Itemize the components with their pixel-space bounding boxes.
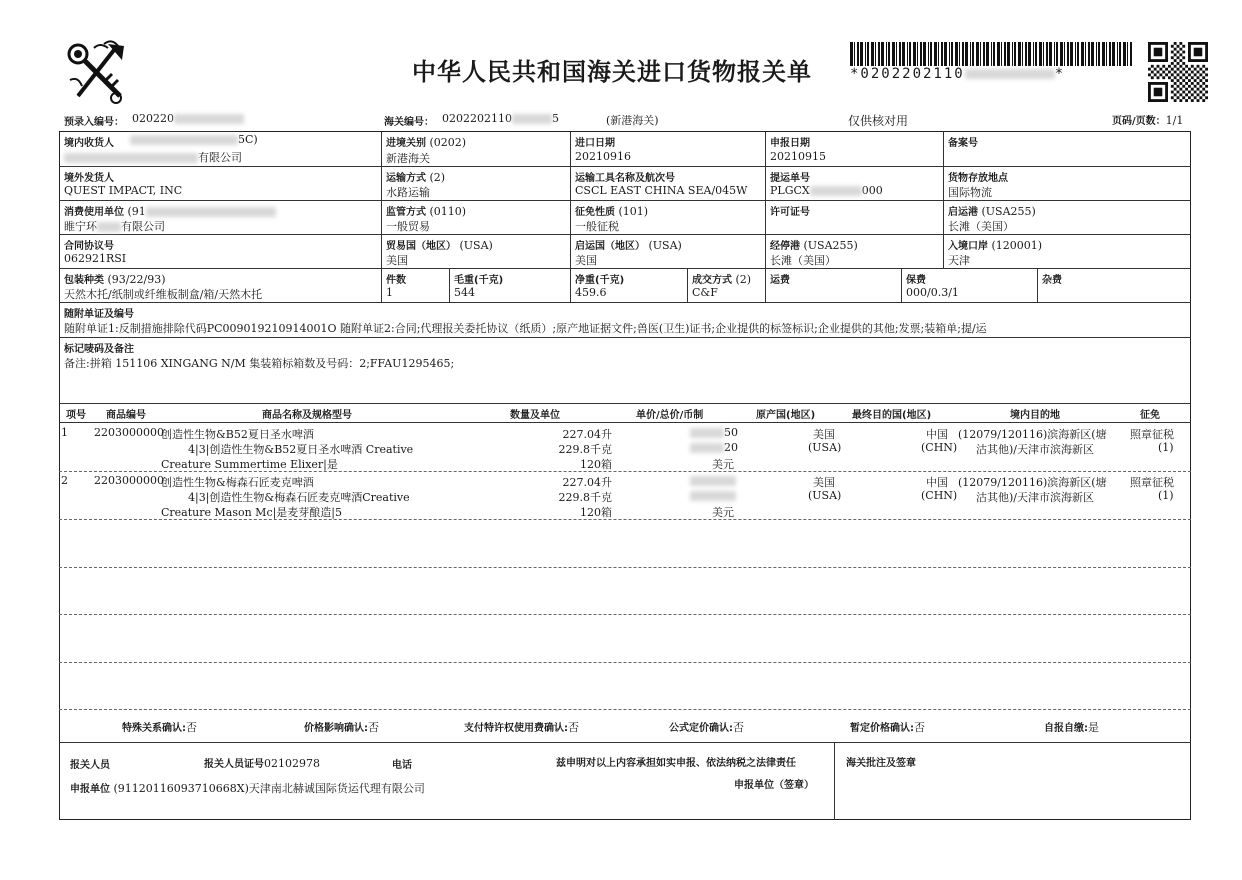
attached-docs: 随附单证1:反制措施排除代码PC009019210914001O 随附单证2:合同;代理报关委托协议（纸质）;原产地证据文件;兽医(卫生)证书;企业提供的标签标识;企业提供的其他;发票;装箱单;提/运: [64, 322, 987, 335]
transit-port-name: 长滩（美国）: [770, 254, 836, 267]
trade-country-name: 美国: [386, 254, 408, 267]
consignee-name: 有限公司: [64, 149, 242, 165]
insurance: 000/0.3/1: [906, 286, 959, 299]
departure-port: 启运港 (USA255): [948, 205, 1036, 218]
item-hs-code: 2203000000: [94, 426, 164, 439]
item-unit-price: 50: [690, 426, 738, 439]
item-domestic-2: 沽其他)/天津市滨海新区: [976, 491, 1094, 504]
gross-weight: 544: [454, 286, 475, 299]
item-name-line1: 创造性生物&B52夏日圣水啤酒: [161, 428, 314, 441]
item-qty-1: 227.04升: [562, 428, 612, 441]
attached-docs-label: 随附单证及编号: [64, 309, 134, 320]
check-only-note: 仅供核对用: [848, 114, 909, 128]
formula-price-confirm: 公式定价确认:否: [669, 721, 744, 734]
page-indicator: 页码/页数：1/1: [1112, 114, 1184, 127]
consumer-unit: 消费使用单位 (91: [64, 203, 276, 218]
special-relation-confirm: 特殊关系确认:否: [122, 721, 197, 734]
item-domestic-1: (12079/120116)滨海新区(塘: [958, 428, 1107, 441]
item-no: 1: [61, 426, 68, 439]
shipper: QUEST IMPACT, INC: [64, 184, 183, 197]
net-weight-label: 净重(千克): [575, 275, 625, 286]
royalty-confirm: 支付特许权使用费确认:否: [464, 721, 579, 734]
item-domestic-2: 沽其他)/天津市滨海新区: [976, 443, 1094, 456]
col-item-no: 项号: [66, 410, 86, 421]
consumer-unit-name: 睢宁环 有限公司: [64, 220, 165, 233]
item-qty-2: 229.8千克: [558, 491, 612, 504]
item-qty-3: 120箱: [580, 506, 612, 519]
preentry-label: 预录入编号：: [64, 117, 124, 128]
record-no-label: 备案号: [948, 138, 978, 149]
item-qty-3: 120箱: [580, 458, 612, 471]
legal-statement: 兹申明对以上内容承担如实申报、依法纳税之法律责任: [556, 758, 796, 769]
item-origin-code: (USA): [808, 489, 842, 502]
bill-of-lading: PLGCX 000: [770, 184, 883, 197]
pieces: 1: [386, 286, 393, 299]
item-no: 2: [61, 474, 68, 487]
customs-seal-label: 海关批注及签章: [846, 758, 916, 769]
package-type-name: 天然木托/纸制或纤维板制盒/箱/天然木托: [64, 288, 263, 301]
transit-port: 经停港 (USA255): [770, 239, 858, 252]
import-port: 进境关别 (0202): [386, 136, 467, 149]
item-dest: 中国: [926, 476, 948, 489]
package-type: 包装种类 (93/22/93): [64, 273, 166, 286]
bill-of-lading-label: 提运单号: [770, 173, 810, 184]
item-unit-price: [690, 474, 736, 487]
levy-nature-name: 一般征税: [575, 220, 619, 233]
item-total-price: 20: [690, 441, 738, 454]
item-name-line2: 4|3|创造性生物&梅森石匠麦克啤酒Creative: [188, 491, 410, 504]
barcode-text: *0202202110 *: [850, 66, 1066, 82]
contract: 062921RSI: [64, 252, 127, 265]
col-domestic-dest: 境内目的地: [1010, 410, 1060, 421]
provisional-price-confirm: 暂定价格确认:否: [850, 721, 925, 734]
item-domestic-1: (12079/120116)滨海新区(塘: [958, 476, 1107, 489]
item-hs-code: 2203000000: [94, 474, 164, 487]
phone-label: 电话: [392, 760, 412, 771]
declare-date: 20210915: [770, 150, 826, 163]
entry-port-name: 天津: [948, 254, 970, 267]
item-origin: 美国: [813, 476, 835, 489]
gross-weight-label: 毛重(千克): [454, 275, 504, 286]
barcode: [850, 42, 1134, 66]
col-name-spec: 商品名称及规格型号: [262, 410, 352, 421]
supervision-mode-name: 一般贸易: [386, 220, 430, 233]
item-dest-code: (CHN): [921, 489, 958, 502]
entry-port: 入境口岸 (120001): [948, 239, 1043, 252]
import-date-label: 进口日期: [575, 138, 615, 149]
item-levy-1: 照章征税: [1130, 428, 1174, 441]
declarant-cert: 报关人员证号02102978: [204, 757, 320, 770]
customs-office: (新港海关): [606, 114, 659, 127]
item-total-price: [690, 489, 736, 502]
insurance-label: 保费: [906, 275, 926, 286]
price-impact-confirm: 价格影响确认:否: [304, 721, 379, 734]
departure-country: 启运国（地区） (USA): [575, 239, 682, 252]
item-levy-2: (1): [1158, 441, 1174, 454]
customs-number: 0202202110 5: [442, 112, 559, 125]
pieces-label: 件数: [386, 275, 406, 286]
supervision-mode: 监管方式 (0110): [386, 205, 467, 218]
import-port-name: 新港海关: [386, 152, 430, 165]
trade-terms: 成交方式 (2): [692, 273, 752, 286]
transport-mode-name: 水路运输: [386, 186, 430, 199]
license-label: 许可证号: [770, 207, 810, 218]
col-origin: 原产国(地区): [756, 410, 816, 421]
trade-country: 贸易国（地区） (USA): [386, 239, 493, 252]
item-name-line1: 创造性生物&梅森石匠麦克啤酒: [161, 476, 314, 489]
document-title: 中华人民共和国海关进口货物报关单: [412, 58, 812, 86]
item-name-line2: 4|3|创造性生物&B52夏日圣水啤酒 Creative: [188, 443, 414, 456]
transport-mode: 运输方式 (2): [386, 171, 446, 184]
item-origin: 美国: [813, 428, 835, 441]
item-name-line3: Creature Summertime Elixer|是: [161, 458, 338, 471]
col-price: 单价/总价/币制: [636, 410, 704, 421]
col-hs-code: 商品编号: [106, 410, 146, 421]
marks-label: 标记唛码及备注: [64, 344, 134, 355]
departure-port-name: 长滩（美国）: [948, 220, 1014, 233]
item-levy-2: (1): [1158, 489, 1174, 502]
trade-terms-value: C&F: [692, 286, 718, 299]
contract-label: 合同协议号: [64, 241, 114, 252]
declarant-label: 报关人员: [70, 760, 110, 771]
item-dest-code: (CHN): [921, 441, 958, 454]
item-qty-2: 229.8千克: [558, 443, 612, 456]
storage-label: 货物存放地点: [948, 173, 1008, 184]
departure-country-name: 美国: [575, 254, 597, 267]
unit-seal-label: 申报单位（签章）: [734, 780, 814, 791]
customs-emblem-icon: [64, 40, 130, 106]
freight-label: 运费: [770, 275, 790, 286]
vessel-label: 运输工具名称及航次号: [575, 173, 675, 184]
consignee-code: 5C): [130, 133, 258, 146]
consignee-label: 境内收货人: [64, 138, 114, 149]
customs-number-label: 海关编号：: [384, 117, 434, 128]
qr-code: [1148, 42, 1208, 102]
declare-date-label: 申报日期: [770, 138, 810, 149]
declaring-unit: 申报单位 (91120116093710668X)天津南北赫诚国际货运代理有限公司: [70, 782, 425, 795]
item-currency: 美元: [712, 506, 734, 519]
item-dest: 中国: [926, 428, 948, 441]
levy-nature: 征免性质 (101): [575, 205, 649, 218]
preentry-number: 020220: [132, 112, 244, 125]
storage: 国际物流: [948, 186, 992, 199]
col-levy: 征免: [1140, 410, 1160, 421]
col-quantity: 数量及单位: [510, 410, 560, 421]
self-declare: 自报自缴:是: [1044, 721, 1099, 734]
item-qty-1: 227.04升: [562, 476, 612, 489]
marks-remarks: 备注:拼箱 151106 XINGANG N/M 集装箱标箱数及号码：2;FFAU1295465;: [64, 357, 455, 370]
shipper-label: 境外发货人: [64, 173, 114, 184]
misc-fee-label: 杂费: [1042, 275, 1062, 286]
col-destination: 最终目的国(地区): [852, 410, 932, 421]
item-levy-1: 照章征税: [1130, 476, 1174, 489]
import-date: 20210916: [575, 150, 631, 163]
vessel: CSCL EAST CHINA SEA/045W: [575, 184, 748, 197]
net-weight: 459.6: [575, 286, 607, 299]
item-origin-code: (USA): [808, 441, 842, 454]
item-name-line3: Creature Mason Mc|是麦芽酿造|5: [161, 506, 343, 519]
item-currency: 美元: [712, 458, 734, 471]
